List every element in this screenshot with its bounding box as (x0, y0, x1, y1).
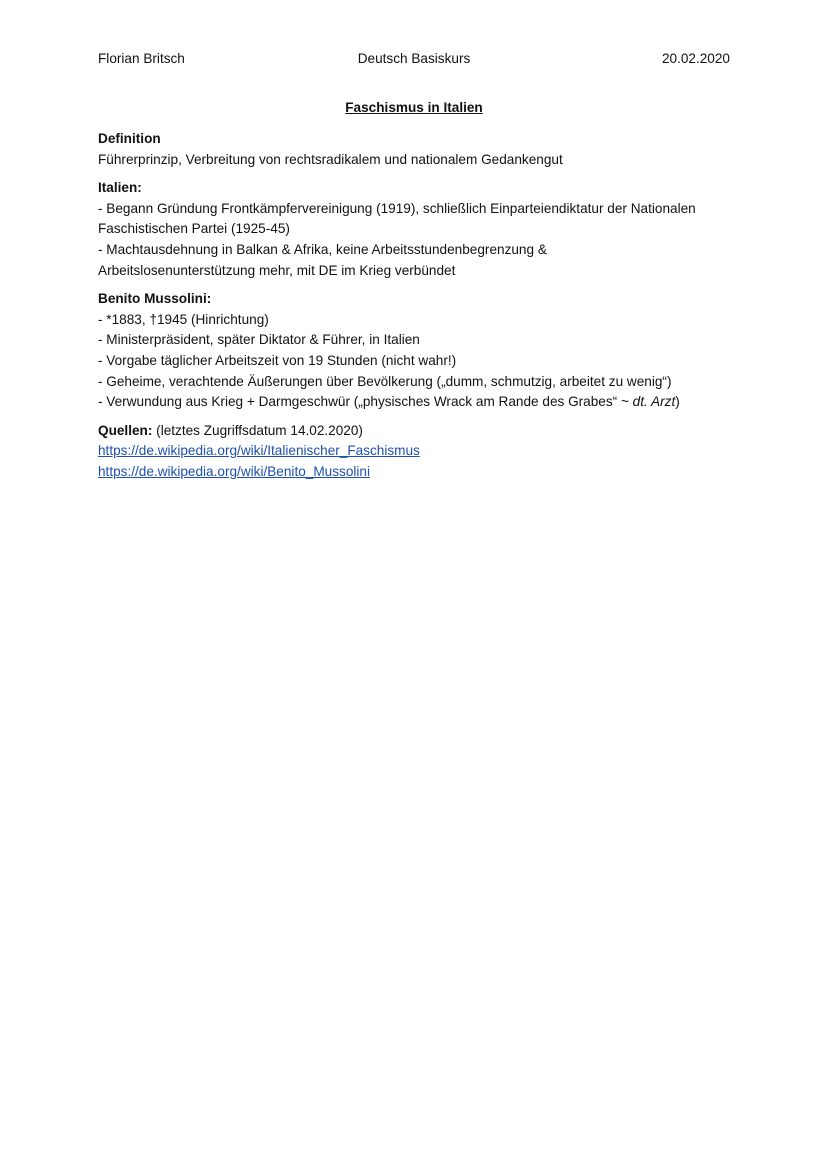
mussolini-last-line-end: ) (675, 394, 680, 410)
source-link-faschismus[interactable]: https://de.wikipedia.org/wiki/Italienischer_Faschismus (98, 443, 420, 459)
italien-line: - Machtausdehnung in Balkan & Afrika, keine Arbeitsstundenbegrenzung & (98, 241, 547, 257)
mussolini-line (98, 392, 730, 413)
author-name: Florian Britsch (98, 51, 185, 66)
italien-heading: Italien: (98, 180, 142, 196)
sources-section (98, 421, 730, 483)
sources-line (98, 421, 730, 442)
page-title: Faschismus in Italien (345, 100, 483, 115)
italien-line: - Begann Gründung Frontkämpfervereinigung (1919), schließlich Einparteiendiktatur der Nationalen (98, 200, 696, 216)
sources-note: (letztes Zugriffsdatum 14.02.2020) (152, 422, 363, 438)
page-header (98, 49, 730, 69)
mussolini-line: - Ministerpräsident, später Diktator & Führer, in Italien (98, 332, 420, 348)
document-date: 20.02.2020 (661, 51, 730, 66)
mussolini-line: - *1883, †1945 (Hinrichtung) (98, 311, 269, 327)
definition-heading: Definition (98, 131, 161, 146)
italien-line: Faschistischen Partei (1925-45) (98, 221, 290, 237)
definition-section (98, 129, 730, 170)
italien-section (98, 178, 730, 281)
mussolini-section (98, 289, 730, 413)
mussolini-last-line-italic: dt. Arzt (632, 394, 676, 410)
mussolini-line: - Vorgabe täglicher Arbeitszeit von 19 Stunden (nicht wahr!) (98, 352, 457, 368)
italien-line: Arbeitslosenunterstützung mehr, mit DE im Krieg verbündet (98, 262, 456, 278)
mussolini-heading: Benito Mussolini: (98, 291, 212, 307)
sources-heading: Quellen: (98, 422, 153, 438)
document-body (98, 129, 730, 491)
course-name: Deutsch Basiskurs (357, 51, 471, 66)
definition-text: Führerprinzip, Verbreitung von rechtsradikalem und nationalem Gedankengut (98, 151, 563, 167)
mussolini-line: - Geheime, verachtende Äußerungen über Bevölkerung („dumm, schmutzig, arbeitet zu wenig“) (98, 373, 672, 389)
source-link-mussolini[interactable]: https://de.wikipedia.org/wiki/Benito_Mussolini (98, 463, 371, 479)
mussolini-last-line-main: - Verwundung aus Krieg + Darmgeschwür („physisches Wrack am Rande des Grabes“ ~ (98, 394, 633, 410)
